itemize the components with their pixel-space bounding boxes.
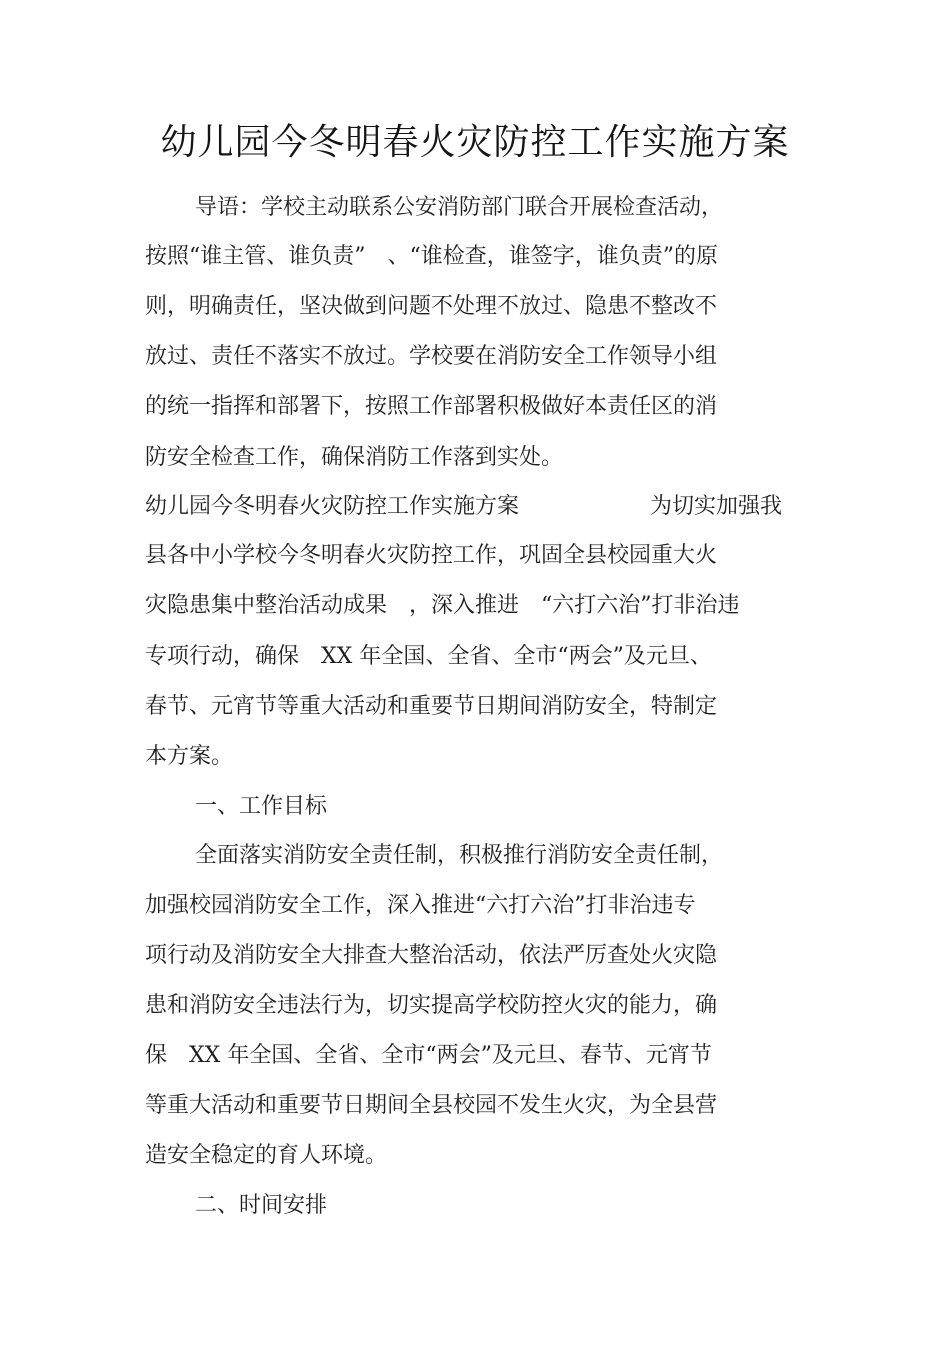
goal-line-6: 等重大活动和重要节日期间全县校园不发生火灾，为全县营 — [145, 1093, 718, 1118]
intro-line-3: 则，明确责任，坚决做到问题不处理不放过、隐患不整改不 — [145, 294, 718, 319]
goal-line-4: 患和消防安全违法行为，切实提高学校防控火灾的能力，确 — [145, 993, 718, 1018]
goal-line-3: 项行动及消防安全大排查大整治活动，依法严厉查处火灾隐 — [145, 943, 718, 968]
intro-line-1: 导语：学校主动联系公安消防部门联合开展检查活动， — [195, 195, 724, 220]
intro-line-5: 的统一指挥和部署下，按照工作部署积极做好本责任区的消 — [145, 394, 718, 419]
intro-line-4: 放过、责任不落实不放过。学校要在消防安全工作领导小组 — [145, 344, 718, 369]
body-line-start: 为切实加强我 — [650, 494, 783, 519]
intro-line-2: 按照“谁主管、谁负责” 、“谁检查，谁签字，谁负责”的原 — [145, 244, 718, 269]
goal-line-1: 全面落实消防安全责任制，积极推行消防安全责任制， — [195, 843, 724, 868]
section-heading-1: 一、工作目标 — [195, 794, 328, 819]
goal-line-5: 保 XX 年全国、全省、全市“两会”及元旦、春节、元宵节 — [145, 1043, 712, 1068]
body-line-5: 本方案。 — [145, 744, 234, 769]
document-title: 幼儿园今冬明春火灾防控工作实施方案 — [160, 122, 790, 163]
body-line-3: 专项行动，确保 XX 年全国、全省、全市“两会”及元旦、 — [145, 644, 712, 669]
goal-line-7: 造安全稳定的育人环境。 — [145, 1143, 388, 1168]
goal-line-2: 加强校园消防安全工作，深入推进“六打六治”打非治违专 — [145, 893, 696, 918]
body-line-2: 灾隐患集中整治活动成果 ，深入推进 “六打六治”打非治违 — [145, 593, 740, 618]
body-line-1: 县各中小学校今冬明春火灾防控工作，巩固全县校园重大火 — [145, 543, 718, 568]
subtitle-line: 幼儿园今冬明春火灾防控工作实施方案 — [145, 494, 520, 519]
section-heading-2: 二、时间安排 — [195, 1193, 328, 1218]
intro-line-6: 防安全检查工作，确保消防工作落到实处。 — [145, 445, 564, 470]
body-line-4: 春节、元宵节等重大活动和重要节日期间消防安全，特制定 — [145, 694, 718, 719]
